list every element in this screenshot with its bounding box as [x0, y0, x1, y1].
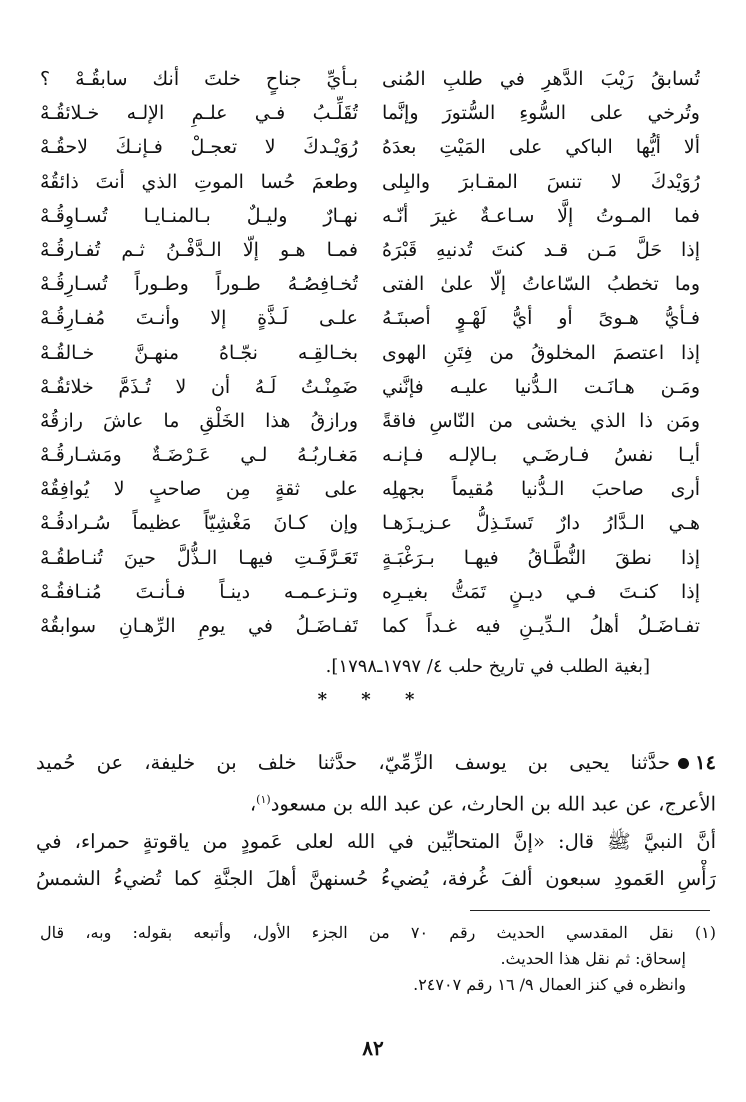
hadith-line-text: أنَّ النبيَّ ﷺ قال: «إنَّ المتحابِّين في الله لعلى عَمودٍ من ياقوتةٍ حمراء، في [36, 829, 716, 853]
poem-verse-half: بـأيِّ جناحٍ خلتَ أنك سابقُـهْ ؟ [40, 68, 358, 90]
poem-verse-half: فمـا هـو إلّا الـدَّفْـنُ ثـم تُفـارقُـهْ [40, 238, 358, 261]
hadith-line-text: الأعرج، عن عبد الله بن الحارث، عن عبد الله بن مسعود [270, 792, 716, 816]
poem-verse-half: إذا نطقَ النُّطَّـاقُ فيهـا بـرَغْبَـةٍ [382, 546, 700, 569]
footnote-line: إسحاق: ثم نقل هذا الحديث. [500, 949, 686, 968]
poem-verse-half: ومَـن هـانَـت الـدُّنيا عليـه فإنَّني [382, 375, 700, 398]
poem-verse-half: رُوَيْـدكَ لا تعجـلْ فـإنـكَ لاحقُـهْ [40, 136, 358, 159]
poem [40, 62, 700, 652]
hadith-line-text: رَأْسِ العَمودِ سبعون ألفَ غُرفة، يُضيءُ حُسنهنَّ أهلَ الجنَّةِ كما تُضيءُ الشمسُ [36, 866, 716, 890]
poem-verse-half: نهـارٌ وليـلٌ بـالمنـايـا تُسـاوِقُـهْ [40, 204, 358, 227]
hadith-number: ١٤ [695, 751, 716, 774]
hadith-line [36, 860, 716, 897]
poem-verse-half: تُقَلِّـبُ فـي علـمِ الإلـه خـلائقُـهْ [40, 102, 358, 125]
poem-verse-half: ومَن ذا الذي يخشى من النّاسِ فاقةً [382, 409, 700, 432]
hadith-line [36, 781, 716, 823]
poem-verse-half: هـي الـدَّارُ دارٌ تَستَـذِلُّ عـزيـزَهـا [382, 512, 700, 535]
poem-left-column [40, 62, 358, 652]
poem-verse-half: وطعمَ حُسا الموتِ الذي أنتَ ذائقُهْ [40, 170, 358, 193]
hadith-text [36, 744, 716, 897]
poem-verse-half: مَغـاربُـهُ لـي عَـرْضَـةٌ ومَشـارقُـهْ [40, 444, 358, 467]
poem-verse-half: ورازقُ هذا الخَلْقِ ما عاشَ رازقُهْ [40, 409, 358, 432]
poem-verse-half: وما تخطبُ السّاعاتُ إلّا علىٰ الفتى [382, 273, 700, 296]
poem-verse-half: تَفـاضَـلُ في يومِ الرِّهـانِ سوابقُهْ [40, 615, 358, 637]
hadith-line-end: ، [249, 792, 257, 816]
footnotes [40, 920, 716, 998]
poem-verse-half: تفـاضَـلُ أهلُ الـدِّيـنِ فيه غـداً كما [382, 615, 700, 637]
poem-verse-half: وإن كـانَ مَغْشِيّاً عظيماً سُـرادقُـهْ [40, 512, 358, 535]
poem-verse-half: أيـا نفسُ فـارضَـي بـالإلـه فـإنـه [382, 444, 700, 467]
poem-verse-half: إذا حَلَّ مَـن قـد كنتَ تُدنيهِ قَبْرَهُ [382, 238, 700, 261]
poem-verse-half: إذا كنـتَ فـي ديـنٍ تَمَتُّ بغيـرِه [382, 580, 700, 603]
hadith-line [36, 823, 716, 860]
footnote-divider [470, 910, 710, 911]
poem-verse-half: تُسابقُ رَيْبَ الدَّهرِ في طلبِ المُنى [382, 68, 700, 90]
section-separator: * * * [317, 689, 429, 710]
footnote-line: (١) نقل المقدسي الحديث رقم ٧٠ من الجزء الأول، وأتبعه بقوله: وبه، قال [40, 923, 716, 942]
citation: [بغية الطلب في تاريخ حلب ٤/ ١٧٩٧ـ١٧٩٨]. [325, 656, 650, 677]
poem-verse-half: فما المـوتُ إلَّا سـاعـةٌ غيرَ أنّـه [382, 204, 700, 227]
footnote-line: وانظره في كنز العمال ٩/ ١٦ رقم ٢٤٧٠٧. [413, 975, 686, 994]
bullet-icon [678, 758, 689, 769]
poem-verse-half: بخـالقِـه نجّـاهُ منهـنَّ خـالقُـهْ [40, 341, 358, 364]
poem-verse-half: إذا اعتصمَ المخلوقُ من فِتَنِ الهوى [382, 341, 700, 364]
poem-verse-half: وتـزعـمـه دينـاً فـأنـتَ مُنـافقُـهْ [40, 580, 358, 603]
poem-verse-half: وتُرخي على السُّوءِ السُّتورَ وإنَّما [382, 102, 700, 125]
poem-verse-half: فـأيُّ هـوىً أو أيُّ لَهْـوٍ أصبتَـهُ [382, 307, 700, 330]
hadith-line-text: حدَّثنا يحيى بن يوسف الزِّمِّيّ، حدَّثنا خلف بن خليفة، عن حُميد [36, 751, 671, 774]
poem-verse-half: رُوَيْدكَ لا تنسَ المقـابرَ والبِلى [382, 170, 700, 193]
poem-right-column [382, 62, 700, 652]
poem-verse-half: ألا أيُّها الباكي على المَيْتِ بعدَهُ [382, 136, 700, 159]
poem-verse-half: تُخـافِصُـهُ طـوراً وطـوراً تُسـارِقُـهْ [40, 273, 358, 296]
poem-verse-half: علـى لَـذَّةٍ إلا وأنـتَ مُفـارِقُـهْ [40, 307, 358, 330]
page-number: ٨٢ [362, 1036, 384, 1060]
poem-verse-half: أرى صاحبَ الـدُّنيا مُقيماً بجهلِه [382, 478, 700, 501]
poem-verse-half: على ثقةٍ مِن صاحبٍ لا يُوافِقُهْ [40, 478, 358, 501]
footnote-marker: (١) [256, 793, 271, 806]
hadith-line [36, 744, 716, 781]
poem-verse-half: ضَمِنْـتُ لَـهُ أن لا تُـذَمَّ خلائقُـهْ [40, 375, 358, 398]
poem-verse-half: تَعَـرَّفَـتِ فيهـا الـذُّلَّ حينَ تُنـاطقُـهْ [40, 546, 358, 569]
